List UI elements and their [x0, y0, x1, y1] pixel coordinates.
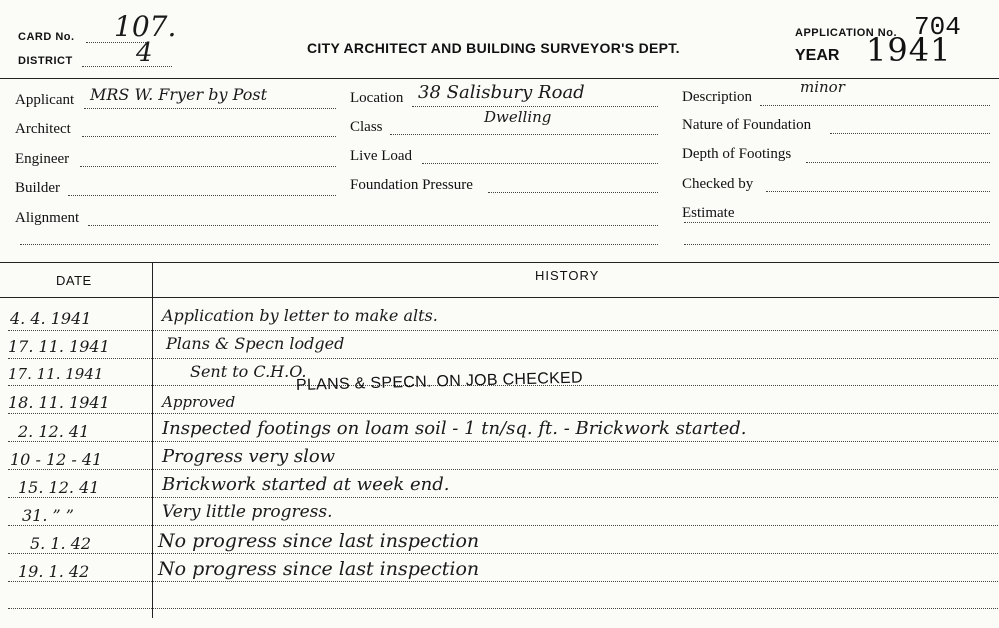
architect-line — [82, 136, 336, 137]
row-date: 4. 4. 1941 — [10, 309, 92, 328]
row-line — [8, 469, 998, 470]
row-history: No progress since last inspection — [158, 558, 480, 580]
foundation-pressure-label: Foundation Pressure — [350, 177, 473, 193]
row-date: 31. ” ” — [22, 506, 74, 525]
row-line — [8, 358, 998, 359]
depth-of-footings-line — [806, 162, 990, 163]
live-load-label: Live Load — [350, 148, 413, 164]
row-date: 17. 11. 1941 — [8, 365, 104, 383]
architect-label: Architect — [15, 121, 71, 137]
history-column-header: HISTORY — [535, 268, 600, 283]
header-row-rule — [0, 297, 999, 298]
alignment-line — [88, 225, 658, 226]
foundation-pressure-line — [488, 192, 658, 193]
department-title: CITY ARCHITECT AND BUILDING SURVEYOR'S DEPT. — [307, 40, 680, 56]
row-line — [8, 608, 998, 609]
approval-stamp: PLANS & SPECN. ON JOB CHECKED — [295, 369, 584, 394]
location-label: Location — [350, 90, 404, 106]
application-number-value: 704 — [914, 12, 961, 42]
checked-by-line — [766, 191, 990, 192]
date-column-header: DATE — [56, 273, 92, 288]
class-value: Dwelling — [484, 108, 552, 126]
row-line — [8, 330, 998, 331]
row-line — [8, 553, 998, 554]
row-date: 17. 11. 1941 — [8, 337, 110, 356]
header-divider — [0, 78, 999, 79]
table-top-rule — [0, 262, 999, 263]
nature-of-foundation-label: Nature of Foundation — [682, 117, 812, 133]
row-history: No progress since last inspection — [158, 530, 480, 552]
estimate-label: Estimate — [682, 205, 735, 221]
nature-of-foundation-line — [830, 133, 990, 134]
year-label: YEAR — [795, 47, 840, 64]
alignment-label: Alignment — [15, 210, 80, 226]
description-label: Description — [682, 89, 752, 105]
live-load-line — [422, 163, 658, 164]
row-history: Sent to C.H.O. — [190, 362, 307, 381]
row-date: 15. 12. 41 — [18, 478, 100, 497]
year-value: 1941 — [866, 31, 952, 69]
applicant-label: Applicant — [15, 92, 75, 108]
card-number-label: CARD No. — [18, 31, 75, 43]
district-line — [82, 66, 172, 67]
extra-line — [20, 244, 658, 245]
row-line — [8, 497, 998, 498]
row-date: 19. 1. 42 — [18, 562, 90, 581]
row-history: Very little progress. — [162, 502, 333, 522]
depth-of-footings-label: Depth of Footings — [682, 146, 792, 162]
row-line — [8, 413, 998, 414]
row-history: Plans & Specn lodged — [166, 334, 345, 353]
row-history: Progress very slow — [162, 446, 336, 467]
description-line — [760, 105, 990, 106]
location-value: 38 Salisbury Road — [418, 82, 585, 103]
row-line — [8, 441, 998, 442]
card-number-value: 107. — [114, 10, 177, 43]
builder-label: Builder — [15, 180, 60, 196]
row-date: 2. 12. 41 — [18, 422, 90, 441]
class-line — [390, 134, 658, 135]
row-date: 10 - 12 - 41 — [10, 450, 103, 469]
row-line — [8, 581, 998, 582]
row-history: Brickwork started at week end. — [162, 474, 450, 495]
estimate-line-2 — [684, 244, 990, 245]
row-history: Application by letter to make alts. — [162, 306, 438, 325]
estimate-line — [684, 222, 990, 223]
row-history: Approved — [162, 393, 236, 411]
description-value: minor — [800, 78, 845, 96]
district-label: DISTRICT — [18, 55, 73, 67]
engineer-label: Engineer — [15, 151, 70, 167]
engineer-line — [80, 166, 336, 167]
application-number-label: APPLICATION No. — [795, 27, 898, 39]
row-date: 18. 11. 1941 — [8, 393, 110, 412]
district-value: 4 — [136, 38, 153, 68]
applicant-line — [84, 108, 336, 109]
row-line — [8, 525, 998, 526]
applicant-value: MRS W. Fryer by Post — [90, 85, 268, 104]
checked-by-label: Checked by — [682, 176, 754, 192]
location-line — [412, 106, 658, 107]
date-column-divider — [152, 262, 153, 618]
row-date: 5. 1. 42 — [30, 534, 92, 553]
row-history: Inspected footings on loam soil - 1 tn/sq. ft. - Brickwork started. — [162, 418, 747, 439]
class-label: Class — [350, 119, 383, 135]
builder-line — [68, 195, 336, 196]
